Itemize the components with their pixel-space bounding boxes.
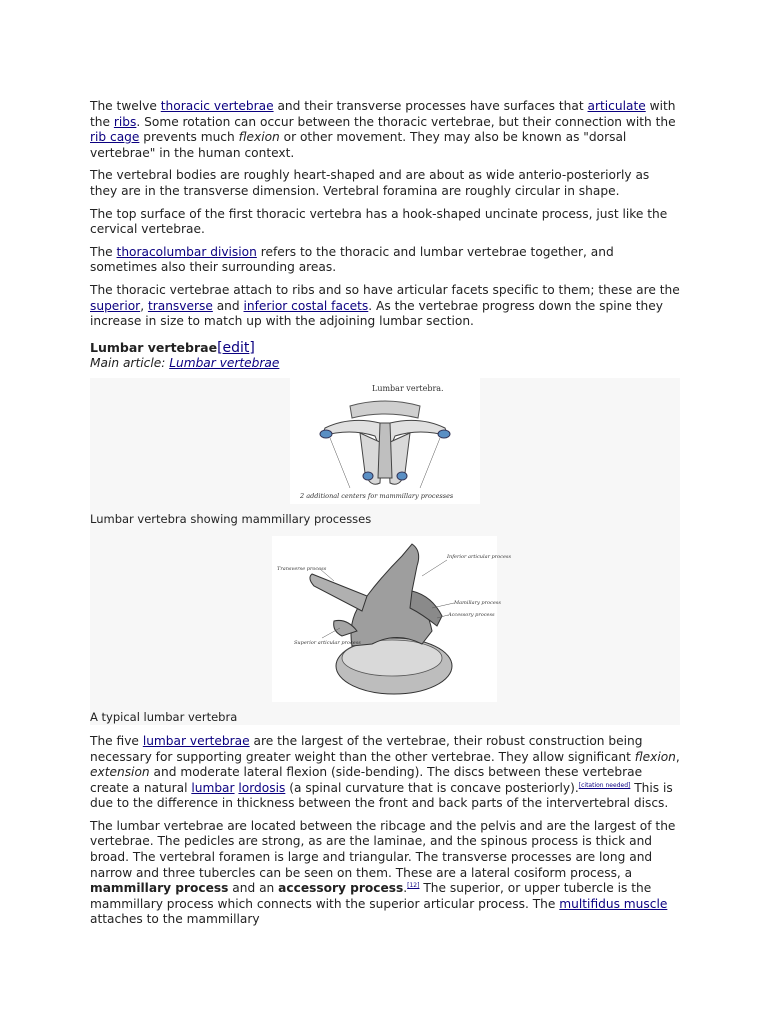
vertebral-body-top <box>350 401 420 418</box>
link-multifidus-muscle[interactable]: multifidus muscle <box>559 896 668 911</box>
paragraph-thoracic-5 <box>90 283 680 330</box>
figure-typical-lumbar[interactable] <box>272 536 512 702</box>
paragraph-thoracic-2: The vertebral bodies are roughly heart-shaped and are about as wide anterio-posteriorly as they are in the transverse dimension. Vertebral foramina are roughly circular in shape. <box>90 168 650 198</box>
link-lumbar[interactable]: lumbar <box>191 780 235 795</box>
paragraph-lumbar-1 <box>90 734 680 812</box>
article-body <box>90 99 680 935</box>
bracket: ] <box>249 339 255 356</box>
text: or other movement. They may also be known as "dorsal vertebrae" in the human context. <box>90 130 627 160</box>
text: This is due to the difference in thickness between the front and back parts of the intervertebral discs. <box>90 780 673 811</box>
label-superior-articular-process: Superior articular process <box>294 639 361 646</box>
link-rib-cage[interactable]: rib cage <box>90 130 140 145</box>
text: prevents much <box>139 130 239 145</box>
mammillary-center-right <box>438 430 450 438</box>
link-lordosis[interactable]: lordosis <box>238 780 286 795</box>
figure-label: 2 additional centers for mammillary processes <box>300 491 454 500</box>
text: , <box>140 298 148 313</box>
edit-section <box>217 340 255 356</box>
link-superior[interactable]: superior <box>90 298 141 313</box>
edit-link[interactable]: edit <box>222 339 250 356</box>
caption-figure-2: A typical lumbar vertebra <box>90 709 238 724</box>
section-heading-lumbar <box>90 340 680 357</box>
mammillary-center-lower-left <box>363 472 373 480</box>
bold-mammillary-process: mammillary process <box>90 881 229 896</box>
link-ribs[interactable]: ribs <box>113 114 137 129</box>
leader-line <box>330 438 350 488</box>
citation-needed-link[interactable]: [citation needed] <box>578 781 631 789</box>
text: The thoracic vertebrae attach to ribs and so have articular facets specific to them; these are the <box>90 282 680 297</box>
text: and their transverse processes have surfaces that <box>273 99 588 113</box>
mammillary-center-left <box>320 430 332 438</box>
text: The lumbar vertebrae are located between the ribcage and the pelvis and are the largest of the vertebrae. The pedicles are strong, as are the laminae, and the spinous process is thick and broad. The vertebral foramen is large and triangular. The transverse processes are long and narrow and three tubercles can be seen on them. These are a lateral cosiform process, a <box>90 818 676 880</box>
link-articulate[interactable]: articulate <box>587 99 646 113</box>
transverse-process <box>310 574 367 611</box>
link-transverse[interactable]: transverse <box>147 298 213 313</box>
figure-gallery <box>90 378 680 725</box>
main-article-note <box>90 356 680 372</box>
text: and an <box>228 881 279 896</box>
text: (a spinal curvature that is concave posteriorly). <box>285 780 579 795</box>
reference-12 <box>407 882 419 889</box>
typical-lumbar-vertebra-illustration <box>272 536 512 702</box>
label-transverse-process: Transverse process <box>277 565 327 572</box>
text: with the <box>90 99 676 129</box>
text: attaches to the mammillary <box>90 912 260 927</box>
paragraph-thoracic-4 <box>90 245 680 276</box>
text: . Some rotation can occur between the thoracic vertebrae, but their connection with the <box>136 114 676 129</box>
main-article-prefix: Main article: <box>90 356 170 371</box>
bold-accessory-process: accessory process <box>278 881 404 896</box>
label-mammillary-process: Mamillary process <box>454 599 501 606</box>
figure-title: Lumbar vertebra. <box>372 383 444 393</box>
leader-line <box>420 438 440 488</box>
text: and moderate lateral flexion (side-bending). The discs between these vertebrae create a natural <box>90 765 643 795</box>
link-inferior-costal-facets[interactable]: inferior costal facets <box>243 298 369 313</box>
citation-needed <box>579 782 631 789</box>
link-thoracolumbar-division[interactable]: thoracolumbar division <box>116 244 257 259</box>
label-accessory-process: Accessory process <box>448 611 495 618</box>
spinous-process <box>378 423 392 478</box>
caption-figure-1: Lumbar vertebra showing mammillary processes <box>90 511 372 526</box>
text: and <box>212 298 244 313</box>
mammillary-center-lower-right <box>397 472 407 480</box>
paragraph-thoracic-1 <box>90 99 680 161</box>
bracket: [ <box>217 339 223 356</box>
paragraph-thoracic-3: The top surface of the first thoracic vertebra has a hook-shaped uncinate process, just like the cervical vertebrae. <box>90 206 668 237</box>
link-lumbar-vertebrae[interactable]: lumbar vertebrae <box>142 733 250 748</box>
italic-flexion: flexion <box>238 130 280 145</box>
text: The <box>90 244 117 259</box>
text: . As the vertebrae progress down the spine they increase in size to match up with the adjoining lumbar section. <box>90 298 663 329</box>
link-thoracic-vertebrae[interactable]: thoracic vertebrae <box>160 99 274 113</box>
leader-line <box>422 560 447 576</box>
label-inferior-articular-process: Inferior articular process <box>447 553 512 560</box>
text: are the largest of the vertebrae, their robust construction being necessary for supporting greater weight than the other vertebrae. They allow significant <box>90 733 643 764</box>
text: The twelve <box>90 99 161 113</box>
text: The five <box>90 733 143 748</box>
paragraph-lumbar-2 <box>90 819 680 928</box>
text: The superior, or upper tubercle is the mammillary process which connects with the superior articular process. The <box>90 881 652 911</box>
link-lumbar-vertebrae-main[interactable]: Lumbar vertebrae <box>169 356 280 371</box>
text: , <box>675 749 680 764</box>
italic-flexion: flexion <box>634 749 676 764</box>
heading-text: Lumbar vertebrae <box>90 339 218 355</box>
text: . <box>403 881 408 896</box>
text: refers to the thoracic and lumbar vertebrae together, and sometimes also their surrounding areas. <box>90 244 614 275</box>
lumbar-vertebra-illustration <box>290 378 480 504</box>
reference-link[interactable]: [12] <box>407 882 420 890</box>
figure-lumbar-mammillary[interactable] <box>290 378 480 504</box>
italic-extension: extension <box>90 765 150 780</box>
